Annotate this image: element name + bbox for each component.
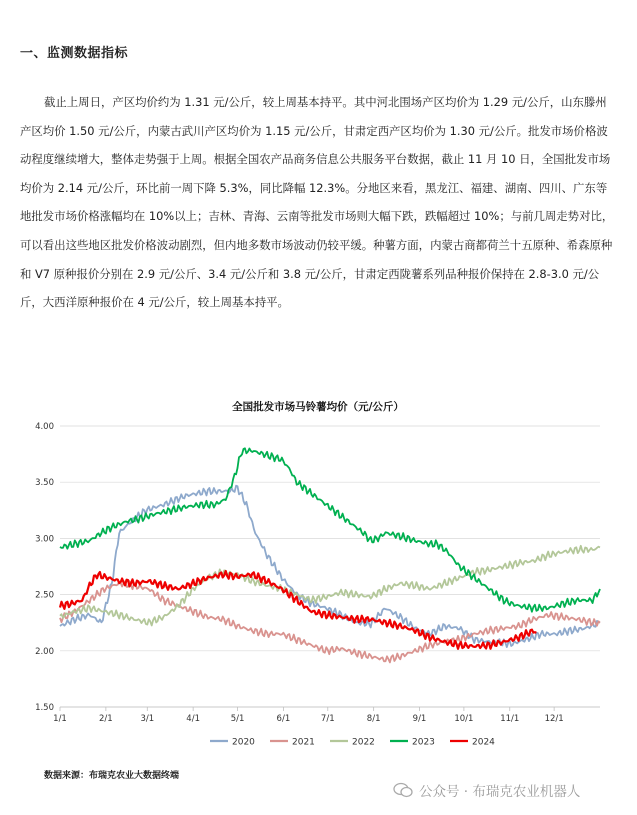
x-tick-label: 10/1 xyxy=(454,714,474,724)
chart-gridlines xyxy=(60,426,600,707)
x-tick-label: 6/1 xyxy=(276,714,291,724)
chart-series-group xyxy=(60,448,600,662)
report-paragraph xyxy=(20,88,616,317)
price-line-chart xyxy=(0,392,637,762)
x-tick-label: 3/1 xyxy=(140,714,155,724)
y-tick-label: 3.00 xyxy=(35,534,54,545)
chart-legend xyxy=(210,738,495,748)
watermark-text: 公众号 · 布瑞克农业机器人 xyxy=(419,784,581,800)
data-source-note: 数据来源：布瑞克农业大数据终端 xyxy=(44,771,180,781)
wechat-icon xyxy=(393,782,413,798)
legend-label-2020: 2020 xyxy=(232,737,255,748)
chart-axes xyxy=(35,422,600,724)
y-tick-label: 4.00 xyxy=(35,422,54,432)
x-tick-label: 12/1 xyxy=(544,714,564,724)
x-tick-label: 1/1 xyxy=(53,714,67,724)
legend-label-2021: 2021 xyxy=(292,737,315,748)
x-tick-label: 8/1 xyxy=(366,714,381,724)
y-tick-label: 1.50 xyxy=(35,703,54,713)
y-tick-label: 3.50 xyxy=(35,478,54,489)
x-tick-label: 5/1 xyxy=(230,714,245,724)
x-tick-label: 11/1 xyxy=(500,714,520,724)
wechat-watermark xyxy=(393,780,580,800)
paragraph-text: 截止上周日，产区均价约为 1.31 元/公斤，较上周基本持平。其中河北围场产区均价为 1.29 元/公斤，山东滕州产区均价 1.50 元/公斤，内蒙古武川产区均价为 1.15 元/公斤，甘肃定西产区均价为 1.30 元/公斤。批发市场价格波动程度继续增大，整体走势强于上周。根据全国农产品商务信息公共服务平台数据，截止 11 月 10 日，全国批发市场均价为 2.14 元/公斤，环比前一周下降 5.3%，同比降幅 12.3%。分地区来看，黑龙江、福建、湖南、四川、广东等地批发市场价格涨幅均在 10%以上；吉林、青海、云南等批发市场则大幅下跌，跌幅超过 10%；与前几周走势对比，可以看出这些地区批发价格波动剧烈，但内地多数市场波动仍较平缓。种薯方面，内蒙古商都荷兰十五原种、希森原种和 V7 原种报价分别在 2.9 元/公斤、3.4 元/公斤和 3.8 元/公斤，甘肃定西陇薯系列品种报价保持在 2.8-3.0 元/公斤，大西洋原种报价在 4 元/公斤，较上周基本持平。 xyxy=(20,95,614,310)
chart-title: 全国批发市场马铃薯均价（元/公斤） xyxy=(232,401,404,413)
y-tick-label: 2.00 xyxy=(35,646,54,657)
y-tick-label: 2.50 xyxy=(35,590,54,601)
x-tick-label: 7/1 xyxy=(320,714,335,724)
x-tick-label: 4/1 xyxy=(186,714,200,724)
x-tick-label: 2/1 xyxy=(99,714,113,724)
section-heading: 一、监测数据指标 xyxy=(20,46,129,61)
legend-label-2022: 2022 xyxy=(352,737,375,748)
legend-label-2024: 2024 xyxy=(472,737,495,748)
legend-label-2023: 2023 xyxy=(412,737,435,748)
x-tick-label: 9/1 xyxy=(412,714,427,724)
